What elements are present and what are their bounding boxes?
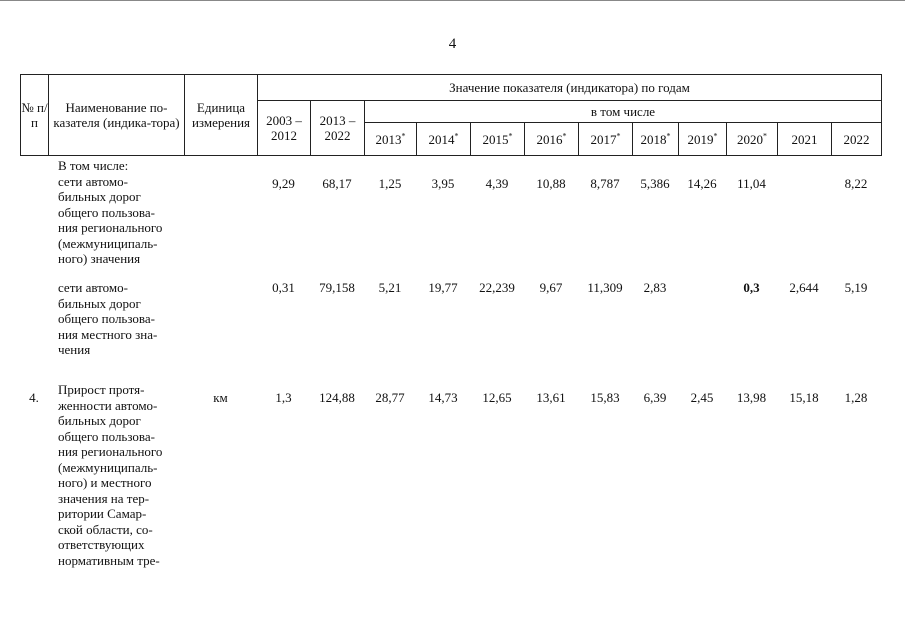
header-year-2017 [579,123,633,156]
header-values: Значение показателя (индикатора) по годам [258,75,882,101]
row-indicator-name: Прирост протя- женности автомо- бильных дорог общего пользова- ния регионального (межмуниципаль- ного) и местного значения на тер- ритории Самар- ской области, со- ответствующих нормативным тре- [58,382,163,568]
row-value: 22,239 [479,280,515,295]
row-value: 8,22 [844,176,868,191]
row-value: 10,88 [536,176,566,191]
header-year-2020 [727,123,778,156]
header-year-label: 2015 [482,131,509,147]
row-indicator-name: В том числе: сети автомо- бильных дорог общего пользова- ния регионального (межмуниципаль- ного) значения [58,158,163,266]
header-year-2022 [832,123,882,156]
row-value: 13,98 [736,390,767,405]
header-year-2013 [365,123,417,156]
row-value: 2,45 [690,390,714,405]
row-value: 14,26 [687,176,717,191]
header-year-label: 2019 [687,131,714,147]
row-value: 12,65 [482,390,512,405]
row-value: 6,39 [643,390,667,405]
header-year-label: 2017 [590,131,617,147]
row-value: 0,31 [272,280,295,295]
row-number: 4. [29,390,39,405]
header-year-2018 [633,123,679,156]
row-indicator-name: сети автомо- бильных дорог общего пользова- ния местного зна- чения [58,280,158,357]
header-year-footnote-mark: * [508,131,513,141]
row-value: 1,28 [844,390,868,405]
row-value: 79,158 [319,280,355,295]
scan-top-edge [0,0,905,1]
header-year-label: 2016 [536,131,563,147]
row-value: 19,77 [428,280,458,295]
row-value: 68,17 [322,176,352,191]
row-value: 11,309 [587,280,623,295]
header-year-2019 [679,123,727,156]
row-value: 15,18 [789,390,819,405]
row-value: 4,39 [485,176,509,191]
indicator-table-header [20,74,882,156]
header-period-1: 2003 – 2012 [258,101,311,156]
header-year-label: 2022 [843,131,870,147]
header-year-2016 [525,123,579,156]
header-year-footnote-mark: * [763,131,767,141]
row-value: 1,25 [378,176,402,191]
row-value: 8,787 [590,176,620,191]
row-value: 1,3 [275,390,292,405]
row-value: 9,29 [272,176,295,191]
row-value: 5,386 [640,176,670,191]
row-value: 3,95 [431,176,455,191]
header-year-footnote-mark: * [666,131,671,141]
row-unit: км [213,390,228,405]
header-year-label: 2020 [737,131,763,147]
header-year-footnote-mark: * [562,131,567,141]
header-including: в том числе [365,101,882,123]
header-year-2015 [471,123,525,156]
header-year-2021 [778,123,832,156]
header-year-label: 2014 [428,131,455,147]
header-year-footnote-mark: * [713,131,718,141]
header-year-label: 2013 [375,131,402,147]
row-value: 14,73 [428,390,458,405]
page-number: 4 [448,36,457,52]
header-year-footnote-mark: * [401,131,406,141]
header-name: Наименование по-казателя (индика-тора) [49,75,185,156]
header-year-footnote-mark: * [616,131,621,141]
header-period-2: 2013 – 2022 [311,101,365,156]
header-year-label: 2018 [640,131,667,147]
row-value: 11,04 [737,176,766,191]
row-value: 2,644 [789,280,819,295]
row-value: 15,83 [590,390,620,405]
row-value: 28,77 [375,390,405,405]
header-year-footnote-mark: * [454,131,459,141]
header-unit: Единица измерения [185,75,258,156]
header-year-2014 [417,123,471,156]
row-value: 9,67 [539,280,563,295]
row-value: 5,19 [844,280,868,295]
row-value: 2,83 [643,280,667,295]
row-value: 13,61 [536,390,566,405]
row-value: 0,3 [743,280,760,295]
header-num: № п/п [21,75,49,156]
header-year-label: 2021 [791,131,818,147]
row-value: 5,21 [378,280,402,295]
row-value: 124,88 [319,390,355,405]
